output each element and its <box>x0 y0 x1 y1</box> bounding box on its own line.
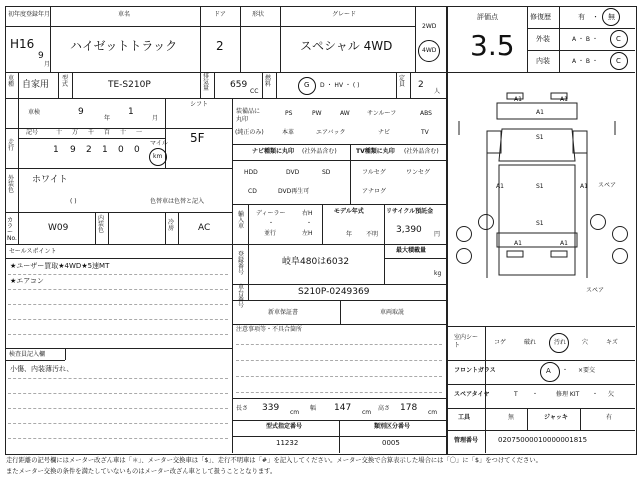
max-load-unit: kg <box>434 270 442 277</box>
interior-grade: C <box>616 57 621 65</box>
diagram-part-label: A1 <box>496 183 504 190</box>
warranty-book: 新車保証書 <box>268 309 299 316</box>
diagram-part-label: A1 <box>560 96 568 103</box>
digit-label: 万 <box>72 129 79 136</box>
wheel-front-left <box>456 226 472 242</box>
exterior-label: 外装 <box>536 35 550 43</box>
grade-label: グレード <box>332 11 357 18</box>
width-unit: cm <box>362 409 372 416</box>
fuel-g-circle <box>298 77 316 95</box>
equipment-paren: (純正のみ) <box>235 129 264 136</box>
height: 178 <box>400 403 418 413</box>
chassis-number: S210P-0249369 <box>298 287 370 297</box>
km-circle <box>149 148 167 166</box>
odometer-digit: 1 <box>102 145 108 155</box>
navi-dvd-play: DVD再生可 <box>278 188 310 195</box>
drive-2wd: 2WD <box>422 23 437 30</box>
import-left: 左H <box>302 230 313 237</box>
model-year-unit: 年 <box>346 231 353 238</box>
running-label: 走行 <box>8 139 15 152</box>
diagram-part-label: A1 <box>514 96 522 103</box>
car-name-label: 車名 <box>118 11 131 18</box>
chassis-label: 車台番号 <box>238 284 245 309</box>
equipment-label: 装備品に丸印 <box>236 108 261 123</box>
diagram-part-label: S1 <box>536 220 544 227</box>
tools-value: 無 <box>508 414 515 421</box>
category-label: 類別区分番号 <box>374 423 411 430</box>
notes-label: 注意事項等・不具合箇所 <box>236 326 303 333</box>
spare-tire-t: T <box>514 391 518 398</box>
odometer-digit: 1 <box>53 145 59 155</box>
import-label: 輸入車 <box>238 211 245 230</box>
displacement: 659 <box>230 80 248 90</box>
grade: スペシャル 4WD <box>300 39 393 53</box>
interior-scratch: キズ <box>606 339 618 346</box>
navi-dvd: DVD <box>286 169 300 176</box>
footer-line-1: 走行距離の記号欄にはメーター改ざん車は「＊」、メーター交換車は「$」、走行不明車は「#」を記入してください。メーター交換で合算表示した場合には「〇」に「$」をつけてください。 <box>6 457 542 464</box>
recycle-label: リサイクル預託金 <box>386 208 434 215</box>
usage: 自家用 <box>22 80 50 90</box>
import-right: 右H <box>302 210 313 217</box>
diagram-part-label: S1 <box>536 183 544 190</box>
navi-sub: (社外品含む) <box>302 148 337 155</box>
odometer-digit: 2 <box>86 145 92 155</box>
category: 0005 <box>382 439 400 447</box>
jack-value: 有 <box>606 414 613 421</box>
interior-dirt-circle <box>549 333 569 353</box>
model-year-label: モデル年式 <box>334 208 364 215</box>
repair-no: 無 <box>608 13 615 21</box>
capacity-unit: 人 <box>434 88 441 95</box>
interior-tear: 破れ <box>524 339 537 346</box>
diagram-part-label: A1 <box>536 109 544 116</box>
equip-airbag: エアバック <box>316 129 346 136</box>
fuel-label: 燃料 <box>265 75 272 88</box>
digit-label: 記号 <box>26 129 39 136</box>
diagram-part-label: S1 <box>536 134 544 141</box>
inspector-text: 小傷、内装薄汚れ、 <box>10 365 74 373</box>
front-glass-dot: ・ <box>562 367 569 374</box>
diagram-part-label: A1 <box>560 240 568 247</box>
tv-oneseg: ワンセグ <box>406 169 431 176</box>
jack-label: ジャッキ <box>544 414 568 421</box>
sales-points-label: セールスポイント <box>9 248 57 255</box>
shift-label: シフト <box>190 101 209 108</box>
month-unit: 月 <box>152 115 159 122</box>
length-label: 長さ <box>236 405 249 412</box>
spare-tire-none: 欠 <box>608 391 615 398</box>
wheel-front-right <box>612 226 628 242</box>
color-note-paren: ( ) <box>70 198 77 205</box>
spare-tire-dot-2: ・ <box>592 391 599 398</box>
inspector-label: 検査員記入欄 <box>9 351 46 358</box>
odometer-digit: 9 <box>70 145 76 155</box>
exterior-color-label: 外装色 <box>8 175 15 194</box>
type-designation: 11232 <box>276 439 299 447</box>
repair-no-circle <box>602 8 620 26</box>
cc: CC <box>250 88 259 95</box>
inspection-year: 9 <box>78 107 84 117</box>
model-year-unknown: 不明 <box>366 231 379 238</box>
height-unit: cm <box>428 409 438 416</box>
width-label: 幅 <box>310 405 317 412</box>
diagram-part-label: A1 <box>514 240 522 247</box>
spare-label: スペア <box>586 287 605 294</box>
recycle-unit: 円 <box>434 231 441 238</box>
interior-label: 内装 <box>536 57 550 65</box>
equip-tv: TV <box>421 129 429 136</box>
sales-point-line: ★ユーザー買取★4WD★5速MT <box>10 262 110 270</box>
car-name: ハイゼットトラック <box>70 39 178 53</box>
model: TE-S210P <box>108 80 151 90</box>
import-dealer: ディーラー <box>256 210 286 217</box>
spare-label: スペア <box>598 182 617 189</box>
equip-sunroof: サンルーフ <box>367 110 397 117</box>
import-dot-1: ・ <box>268 220 275 227</box>
wheel-mid-right <box>590 214 606 230</box>
wheel-mid-left <box>478 214 494 230</box>
management-label: 管理番号 <box>454 437 479 444</box>
color-note: 色替車は色替と記入 <box>150 198 205 205</box>
odometer-digit: 0 <box>118 145 124 155</box>
equip-aw: AW <box>340 110 350 117</box>
km-label: km <box>153 153 163 160</box>
color-no: W09 <box>48 223 69 233</box>
navi-cd: CD <box>248 188 257 195</box>
vehicle-manual: 車両取説 <box>380 309 405 316</box>
digit-label: 一 <box>136 129 143 136</box>
color-no-label: カラー No. <box>7 217 17 242</box>
type-designation-label: 型式指定番号 <box>266 423 303 430</box>
repair-yes: 有 <box>578 13 585 21</box>
exterior-scale: A ・ B ・ <box>572 36 598 43</box>
model-label: 型 式 <box>62 75 69 88</box>
first-reg-label: 初年度登録年月 <box>8 11 51 18</box>
first-reg-month-unit: 月 <box>44 61 51 68</box>
drive-4wd-circle <box>418 40 440 62</box>
digit-label: 十 <box>56 129 63 136</box>
front-glass-replace: ×要交 <box>578 367 596 374</box>
interior-grade-circle <box>610 52 628 70</box>
mile-label: マイル <box>150 140 168 147</box>
capacity-label: 定員 <box>399 75 406 88</box>
spare-tire-kit: 修理 KIT <box>556 391 580 398</box>
front-glass-ok: A <box>546 367 551 375</box>
front-glass-circle <box>540 362 560 382</box>
exterior-grade: C <box>616 35 621 43</box>
navi-hdd: HDD <box>244 169 258 176</box>
navi-label: ナビ種類に丸印 <box>252 148 295 155</box>
interior-dirt: 汚れ <box>554 339 567 346</box>
ac-label: 冷房 <box>168 219 175 232</box>
repair-label: 修復歴 <box>530 13 551 21</box>
tv-label: TV種類に丸印 <box>356 148 395 155</box>
length: 339 <box>262 403 280 413</box>
interior-burn: コゲ <box>494 339 507 346</box>
tv-fullseg: フルセグ <box>362 169 386 176</box>
height-label: 高さ <box>378 405 391 412</box>
ac: AC <box>198 223 211 233</box>
recycle-value: 3,390 <box>396 225 422 235</box>
inspection-month: 1 <box>128 107 134 117</box>
tv-analog: アナログ <box>362 188 387 195</box>
navi-sd: SD <box>322 169 331 176</box>
doors-label: ドア <box>214 11 226 18</box>
shape-label: 形状 <box>252 11 265 18</box>
front-glass-label: フロントガラス <box>454 367 496 374</box>
equip-pw: PW <box>312 110 322 117</box>
doors: 2 <box>216 39 224 53</box>
sales-point-line: ★エアコン <box>10 277 44 285</box>
wheel-rear-left <box>456 248 472 264</box>
drive-4wd: 4WD <box>422 47 437 54</box>
footer-line-2: またメーター交換の条件を満たしていないものはメーター改ざん車として扱うこととなります。 <box>6 468 277 475</box>
score-label: 評価点 <box>477 13 498 21</box>
inspection-label: 車検 <box>28 109 41 116</box>
score-value: 3.5 <box>470 29 515 62</box>
interior-hole: 穴 <box>582 339 589 346</box>
odometer-digit: 0 <box>134 145 140 155</box>
first-reg-era: H16 <box>10 37 35 51</box>
exterior-grade-circle <box>610 30 628 48</box>
capacity: 2 <box>418 80 424 90</box>
fuel-g: G <box>304 81 310 89</box>
import-parallel: 並行 <box>264 230 277 237</box>
digit-label: 百 <box>104 129 111 136</box>
equip-leather: 本革 <box>282 129 295 136</box>
fuel-rest: D ・ HV ・ ( ) <box>320 82 360 89</box>
vehicle-label: 車 種 <box>8 75 15 88</box>
tools-label: 工具 <box>458 414 471 421</box>
exterior-color: ホワイト <box>32 175 68 185</box>
interior-seat-label: 室内シート <box>454 334 479 350</box>
spare-tire-dot-1: ・ <box>532 391 539 398</box>
import-dot-2: ・ <box>306 220 313 227</box>
wheel-rear-right <box>612 248 628 264</box>
equip-navi: ナビ <box>378 129 391 136</box>
interior-scale: A ・ B ・ <box>572 58 598 65</box>
diagram-part-label: A1 <box>580 183 588 190</box>
equip-ps: PS <box>285 110 293 117</box>
digit-label: 十 <box>120 129 127 136</box>
management-number: 02075000010000001815 <box>498 436 588 444</box>
shift: 5F <box>190 131 205 145</box>
digit-label: 千 <box>88 129 95 136</box>
tv-sub: (社外品含む) <box>404 148 439 155</box>
interior-color-label: 内装色 <box>98 215 105 234</box>
first-reg-month: 9 <box>38 51 44 61</box>
displacement-label: 排気量 <box>203 73 210 92</box>
equip-abs: ABS <box>420 110 432 117</box>
max-load-label: 最大積載量 <box>396 247 427 254</box>
repair-dot: ・ <box>592 13 599 21</box>
registration-number: 岐阜480は6032 <box>282 257 350 267</box>
year-unit: 年 <box>104 115 111 122</box>
length-unit: cm <box>290 409 300 416</box>
spare-tire-label: スペアタイヤ <box>454 391 490 398</box>
width: 147 <box>334 403 352 413</box>
registration-label: 登録番号 <box>238 251 245 276</box>
